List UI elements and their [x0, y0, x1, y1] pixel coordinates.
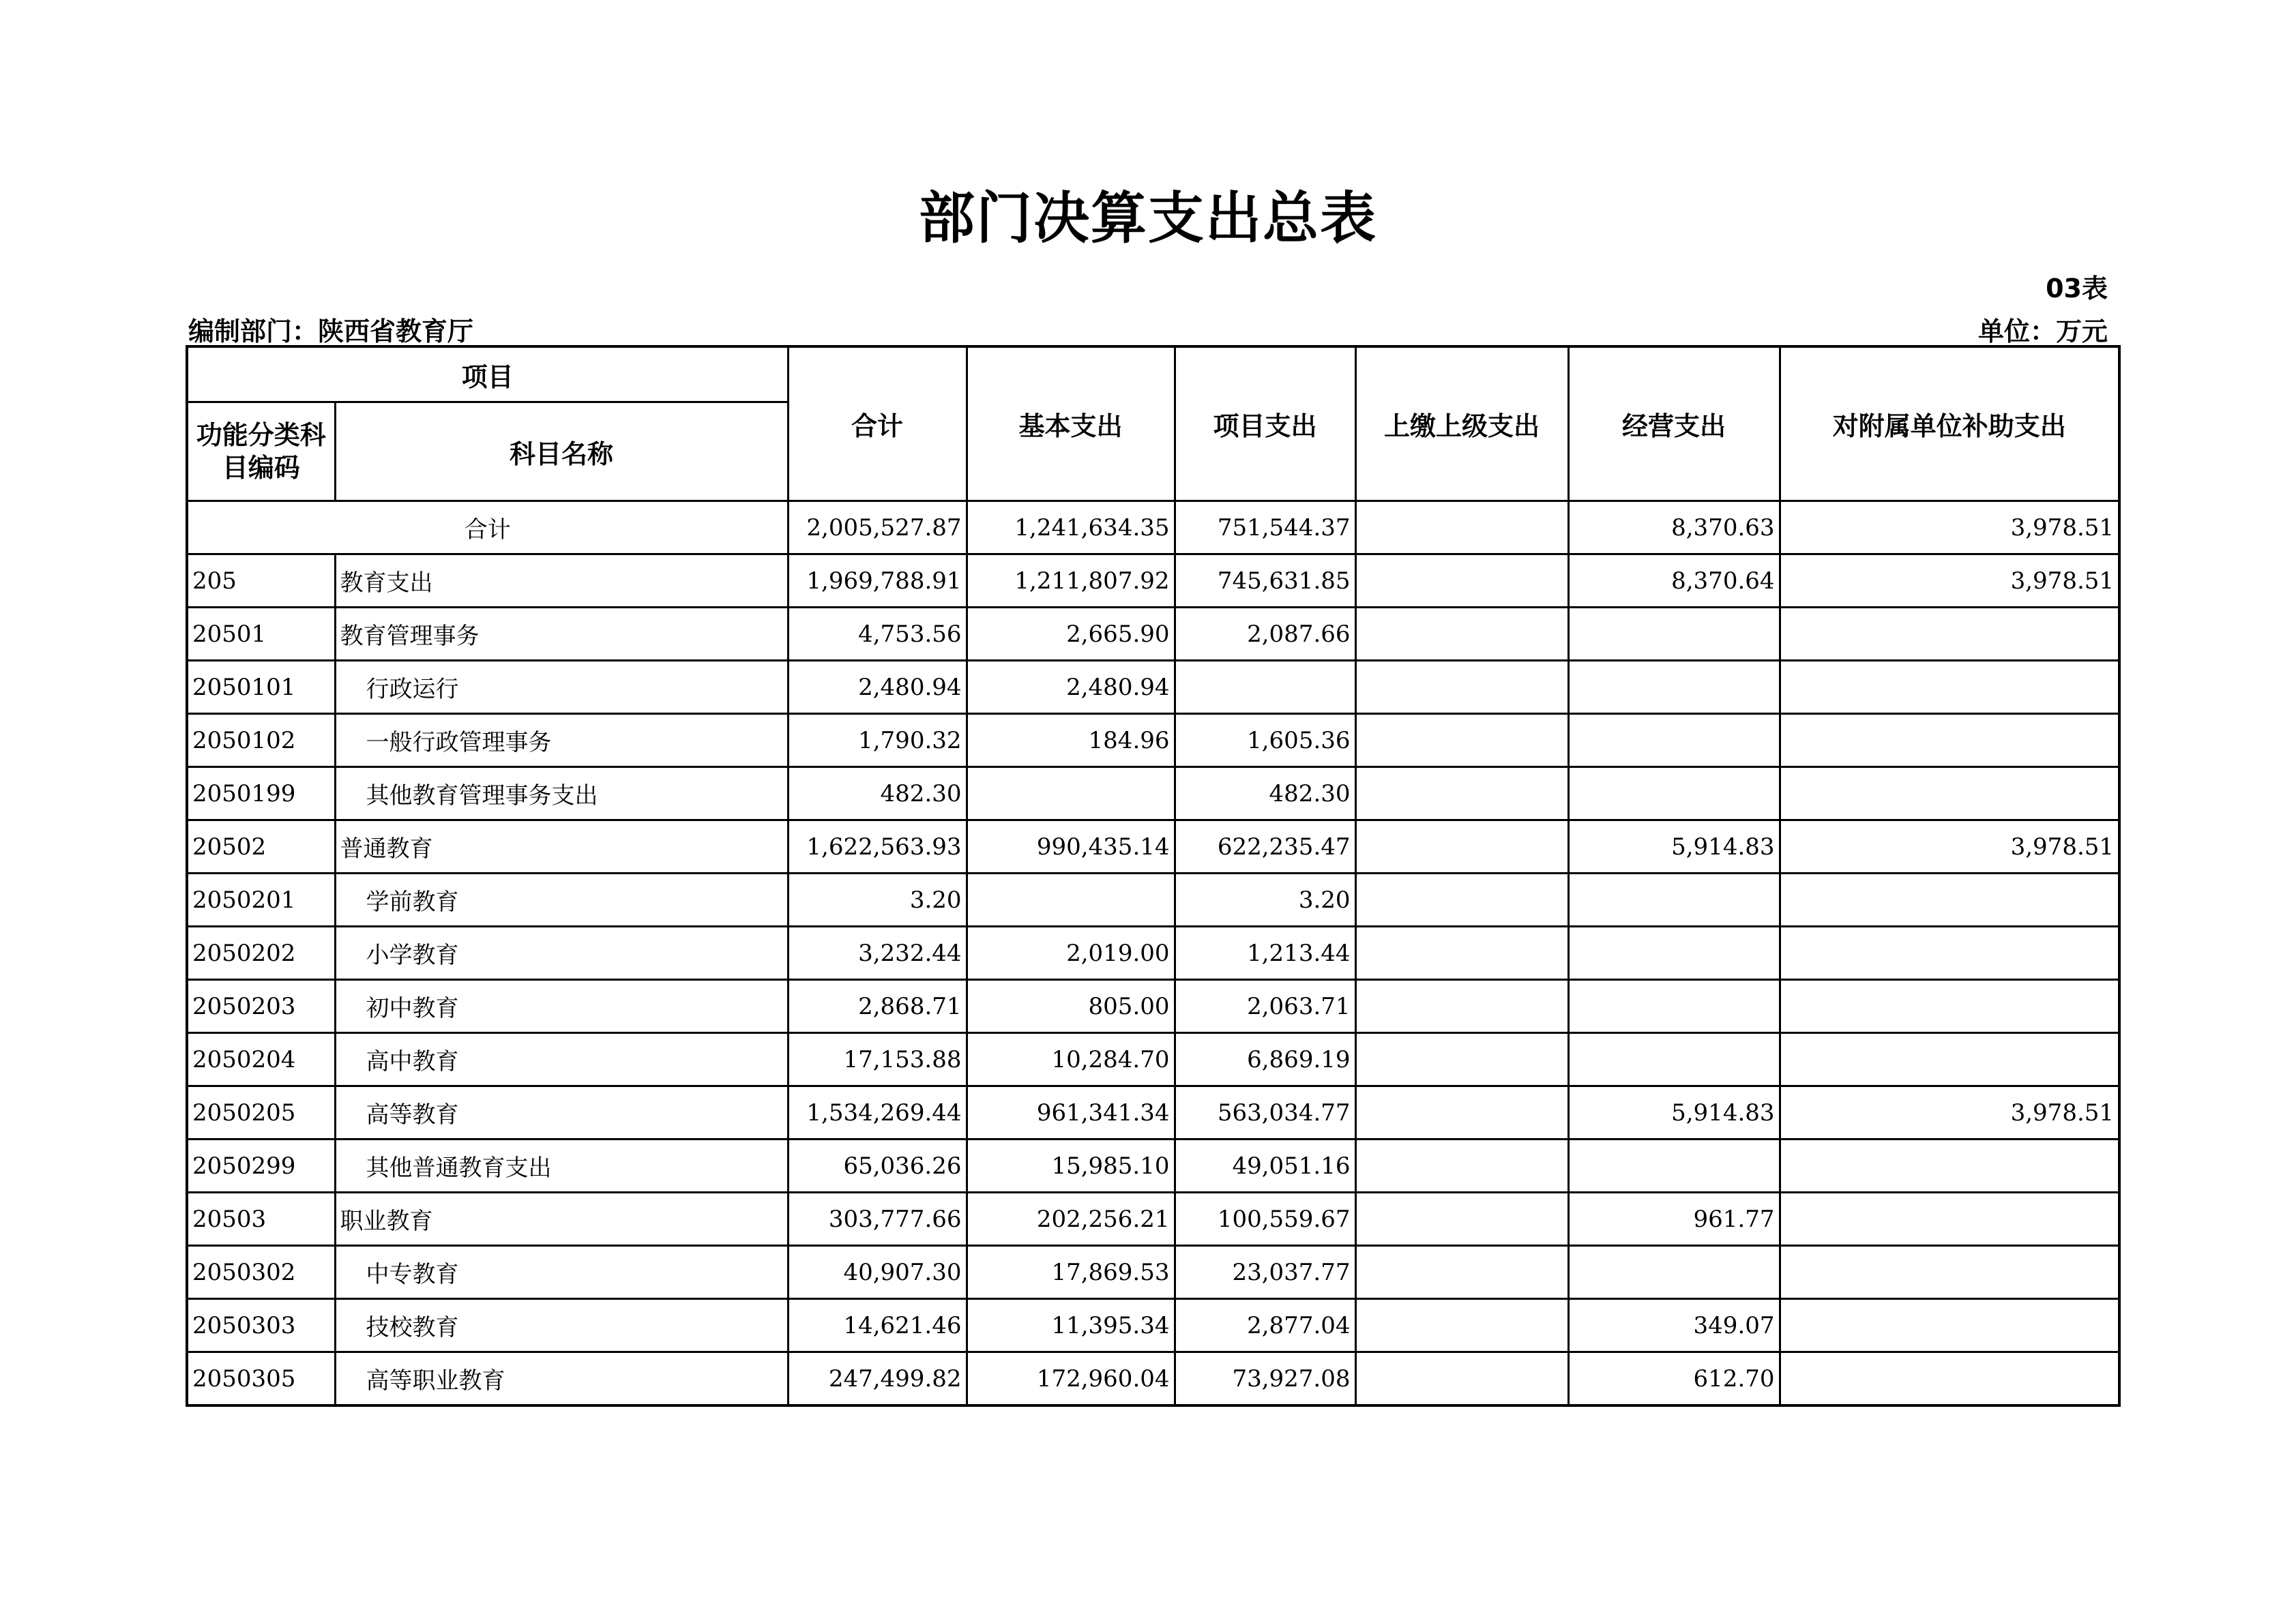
- cell-superior: [1355, 501, 1568, 554]
- cell-total: 2,005,527.87: [788, 501, 967, 554]
- cell-project: 100,559.67: [1175, 1193, 1355, 1246]
- table-row: [187, 1033, 2119, 1086]
- cell-subsidy: 3,978.51: [1780, 501, 2119, 554]
- cell-business: 8,370.63: [1568, 501, 1780, 554]
- header-total: 合计: [788, 346, 967, 501]
- table-row: [187, 608, 2119, 661]
- table-row: [187, 1140, 2119, 1193]
- expenditure-table: [186, 345, 2121, 1407]
- header-code: 功能分类科目编码: [187, 402, 335, 501]
- cell-business: [1568, 661, 1780, 714]
- cell-basic: [967, 767, 1175, 820]
- table-number: 03表: [2046, 273, 2108, 303]
- row-code: 205: [187, 554, 335, 608]
- cell-basic: 202,256.21: [967, 1193, 1175, 1246]
- cell-project: 2,063.71: [1175, 980, 1355, 1033]
- cell-total: 1,969,788.91: [788, 554, 967, 608]
- table-row: [187, 767, 2119, 820]
- row-code: 2050203: [187, 980, 335, 1033]
- cell-superior: [1355, 554, 1568, 608]
- row-code: 20503: [187, 1193, 335, 1246]
- table-row: [187, 1352, 2119, 1406]
- cell-business: 349.07: [1568, 1299, 1780, 1352]
- cell-basic: 2,480.94: [967, 661, 1175, 714]
- cell-project: 751,544.37: [1175, 501, 1355, 554]
- header-business: 经营支出: [1568, 346, 1780, 501]
- cell-superior: [1355, 1352, 1568, 1406]
- cell-total: 482.30: [788, 767, 967, 820]
- cell-basic: 11,395.34: [967, 1299, 1175, 1352]
- cell-superior: [1355, 1193, 1568, 1246]
- cell-subsidy: [1780, 1352, 2119, 1406]
- row-name: 行政运行: [335, 661, 788, 714]
- row-code: 2050199: [187, 767, 335, 820]
- cell-basic: 10,284.70: [967, 1033, 1175, 1086]
- cell-project: 49,051.16: [1175, 1140, 1355, 1193]
- row-code: 20502: [187, 820, 335, 874]
- cell-total: 2,480.94: [788, 661, 967, 714]
- page-title: 部门决算支出总表: [918, 186, 1377, 251]
- cell-subsidy: [1780, 980, 2119, 1033]
- header-superior: 上缴上级支出: [1355, 346, 1568, 501]
- compiling-department: 编制部门：陕西省教育厅: [188, 316, 474, 346]
- row-code: 2050299: [187, 1140, 335, 1193]
- cell-subsidy: [1780, 874, 2119, 927]
- cell-subsidy: [1780, 1193, 2119, 1246]
- cell-total: 3,232.44: [788, 927, 967, 980]
- row-name: 职业教育: [335, 1193, 788, 1246]
- row-name: 教育支出: [335, 554, 788, 608]
- cell-project: 23,037.77: [1175, 1246, 1355, 1299]
- cell-subsidy: 3,978.51: [1780, 820, 2119, 874]
- header-project: 项目支出: [1175, 346, 1355, 501]
- cell-superior: [1355, 1246, 1568, 1299]
- cell-business: [1568, 927, 1780, 980]
- cell-business: [1568, 608, 1780, 661]
- row-name: 学前教育: [335, 874, 788, 927]
- cell-subsidy: [1780, 1140, 2119, 1193]
- cell-subsidy: [1780, 608, 2119, 661]
- cell-business: [1568, 767, 1780, 820]
- cell-business: [1568, 1033, 1780, 1086]
- cell-superior: [1355, 1033, 1568, 1086]
- cell-superior: [1355, 767, 1568, 820]
- cell-total: 1,790.32: [788, 714, 967, 767]
- cell-total: 65,036.26: [788, 1140, 967, 1193]
- cell-total: 3.20: [788, 874, 967, 927]
- row-code: 2050201: [187, 874, 335, 927]
- cell-project: 73,927.08: [1175, 1352, 1355, 1406]
- cell-basic: [967, 874, 1175, 927]
- row-code: 20501: [187, 608, 335, 661]
- row-code: 2050205: [187, 1086, 335, 1140]
- unit-label: 单位：万元: [1977, 316, 2108, 346]
- cell-subsidy: 3,978.51: [1780, 554, 2119, 608]
- cell-superior: [1355, 608, 1568, 661]
- cell-project: 622,235.47: [1175, 820, 1355, 874]
- row-name: 技校教育: [335, 1299, 788, 1352]
- cell-subsidy: [1780, 714, 2119, 767]
- cell-project: 6,869.19: [1175, 1033, 1355, 1086]
- cell-project: 2,877.04: [1175, 1299, 1355, 1352]
- cell-subsidy: [1780, 927, 2119, 980]
- cell-subsidy: [1780, 1246, 2119, 1299]
- cell-basic: 172,960.04: [967, 1352, 1175, 1406]
- table-row-total: [187, 501, 2119, 554]
- cell-project: 2,087.66: [1175, 608, 1355, 661]
- cell-basic: 1,211,807.92: [967, 554, 1175, 608]
- row-name: 普通教育: [335, 820, 788, 874]
- row-name: 高等教育: [335, 1086, 788, 1140]
- cell-superior: [1355, 980, 1568, 1033]
- table-row: [187, 1193, 2119, 1246]
- cell-project: 1,213.44: [1175, 927, 1355, 980]
- cell-superior: [1355, 874, 1568, 927]
- cell-basic: 184.96: [967, 714, 1175, 767]
- cell-superior: [1355, 661, 1568, 714]
- cell-basic: 2,665.90: [967, 608, 1175, 661]
- header-basic: 基本支出: [967, 346, 1175, 501]
- cell-superior: [1355, 714, 1568, 767]
- row-name: 高中教育: [335, 1033, 788, 1086]
- table-row: [187, 554, 2119, 608]
- cell-superior: [1355, 1140, 1568, 1193]
- cell-subsidy: 3,978.51: [1780, 1086, 2119, 1140]
- table-row: [187, 980, 2119, 1033]
- table-row: [187, 1086, 2119, 1140]
- cell-business: 8,370.64: [1568, 554, 1780, 608]
- cell-project: 563,034.77: [1175, 1086, 1355, 1140]
- cell-total: 247,499.82: [788, 1352, 967, 1406]
- header-name: 科目名称: [335, 402, 788, 501]
- row-code: 2050303: [187, 1299, 335, 1352]
- cell-business: [1568, 714, 1780, 767]
- row-name: 其他教育管理事务支出: [335, 767, 788, 820]
- row-code: 2050204: [187, 1033, 335, 1086]
- table-row: [187, 714, 2119, 767]
- row-name: 小学教育: [335, 927, 788, 980]
- cell-project: 1,605.36: [1175, 714, 1355, 767]
- row-name: 中专教育: [335, 1246, 788, 1299]
- table-row: [187, 874, 2119, 927]
- cell-subsidy: [1780, 1299, 2119, 1352]
- row-name: 教育管理事务: [335, 608, 788, 661]
- cell-business: 961.77: [1568, 1193, 1780, 1246]
- cell-basic: 15,985.10: [967, 1140, 1175, 1193]
- row-code: 2050305: [187, 1352, 335, 1406]
- cell-subsidy: [1780, 1033, 2119, 1086]
- cell-total: 303,777.66: [788, 1193, 967, 1246]
- cell-project: 745,631.85: [1175, 554, 1355, 608]
- cell-total: 1,534,269.44: [788, 1086, 967, 1140]
- cell-total: 1,622,563.93: [788, 820, 967, 874]
- table-row: [187, 1246, 2119, 1299]
- cell-business: [1568, 980, 1780, 1033]
- table-row: [187, 1299, 2119, 1352]
- cell-subsidy: [1780, 767, 2119, 820]
- cell-basic: 2,019.00: [967, 927, 1175, 980]
- row-name: 合计: [187, 501, 788, 554]
- cell-superior: [1355, 1086, 1568, 1140]
- cell-basic: 990,435.14: [967, 820, 1175, 874]
- cell-business: [1568, 1140, 1780, 1193]
- cell-business: [1568, 874, 1780, 927]
- row-code: 2050302: [187, 1246, 335, 1299]
- row-name: 高等职业教育: [335, 1352, 788, 1406]
- cell-business: 5,914.83: [1568, 1086, 1780, 1140]
- cell-total: 40,907.30: [788, 1246, 967, 1299]
- cell-business: 612.70: [1568, 1352, 1780, 1406]
- cell-business: 5,914.83: [1568, 820, 1780, 874]
- cell-project: [1175, 661, 1355, 714]
- cell-superior: [1355, 927, 1568, 980]
- cell-superior: [1355, 820, 1568, 874]
- table-row: [187, 820, 2119, 874]
- cell-project: 482.30: [1175, 767, 1355, 820]
- cell-subsidy: [1780, 661, 2119, 714]
- row-name: 一般行政管理事务: [335, 714, 788, 767]
- row-code: 2050102: [187, 714, 335, 767]
- cell-total: 14,621.46: [788, 1299, 967, 1352]
- header-subsidy: 对附属单位补助支出: [1780, 346, 2119, 501]
- cell-total: 4,753.56: [788, 608, 967, 661]
- cell-basic: 17,869.53: [967, 1246, 1175, 1299]
- row-code: 2050101: [187, 661, 335, 714]
- cell-total: 17,153.88: [788, 1033, 967, 1086]
- cell-superior: [1355, 1299, 1568, 1352]
- cell-basic: 961,341.34: [967, 1086, 1175, 1140]
- table-row: [187, 927, 2119, 980]
- row-name: 其他普通教育支出: [335, 1140, 788, 1193]
- cell-business: [1568, 1246, 1780, 1299]
- table-row: [187, 661, 2119, 714]
- cell-total: 2,868.71: [788, 980, 967, 1033]
- cell-project: 3.20: [1175, 874, 1355, 927]
- row-name: 初中教育: [335, 980, 788, 1033]
- row-code: 2050202: [187, 927, 335, 980]
- header-item: 项目: [187, 346, 788, 402]
- cell-basic: 805.00: [967, 980, 1175, 1033]
- cell-basic: 1,241,634.35: [967, 501, 1175, 554]
